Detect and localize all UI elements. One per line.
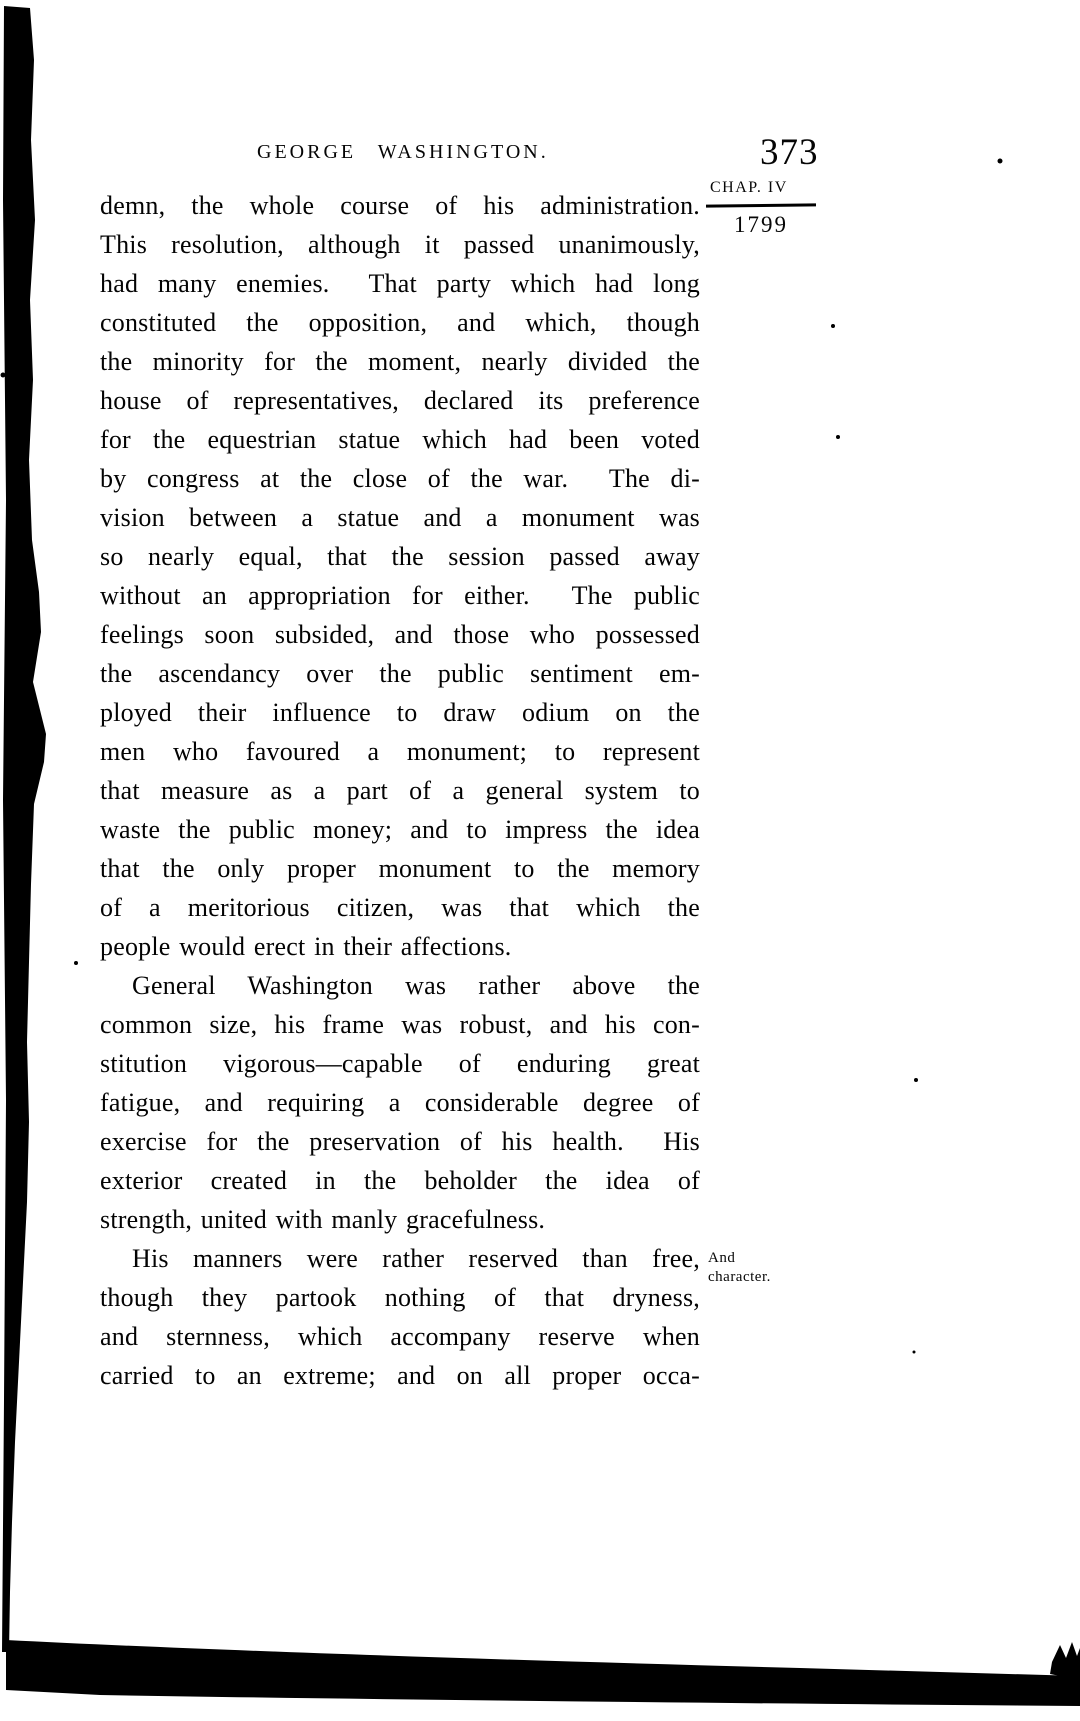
- text-line: for the equestrian statue which had been voted: [100, 425, 700, 454]
- page-number: 373: [760, 132, 819, 173]
- text-line: that the only proper monument to the memory: [100, 854, 700, 883]
- body-text: [100, 186, 700, 1395]
- text-line: waste the public money; and to impress the idea: [100, 815, 700, 844]
- chapter-label: CHAP. IV: [710, 179, 788, 196]
- text-line: General Washington was rather above the: [132, 971, 700, 1000]
- text-line: house of representatives, declared its preference: [100, 386, 700, 415]
- text-line: without an appropriation for either. The public: [100, 581, 700, 610]
- text-line: exercise for the preservation of his health. His: [100, 1127, 700, 1156]
- text-line: carried to an extreme; and on all proper occa-: [100, 1361, 700, 1390]
- text-line: His manners were rather reserved than free,: [132, 1244, 700, 1273]
- text-line: men who favoured a monument; to represent: [100, 737, 700, 766]
- scan-speck: [831, 324, 835, 328]
- bottom-scan-band: [6, 1640, 1080, 1706]
- text-line: though they partook nothing of that dryness,: [100, 1283, 700, 1312]
- text-line: of a meritorious citizen, was that which the: [100, 893, 700, 922]
- scan-speck: [836, 435, 840, 439]
- text-line: common size, his frame was robust, and his con-: [100, 1010, 700, 1039]
- text-line: feelings soon subsided, and those who possessed: [100, 620, 700, 649]
- text-line: by congress at the close of the war. The di-: [100, 464, 700, 493]
- running-title: GEORGE WASHINGTON.: [257, 141, 549, 163]
- binding-shadow: [2, 6, 46, 1652]
- side-note: And character.: [708, 1250, 771, 1285]
- text-line: that measure as a part of a general system to: [100, 776, 700, 805]
- bottom-scan-ragged-edge: [1050, 1642, 1080, 1680]
- text-line: had many enemies. That party which had long: [100, 269, 700, 298]
- text-line: This resolution, although it passed unanimously,: [100, 230, 700, 259]
- chapter-margin-note: [706, 179, 818, 238]
- text-line: the ascendancy over the public sentiment em-: [100, 659, 700, 688]
- text-line: the minority for the moment, nearly divided the: [100, 347, 700, 376]
- text-line: ployed their influence to draw odium on the: [100, 698, 700, 727]
- text-line: stitution vigorous—capable of enduring great: [100, 1049, 700, 1078]
- text-line: and sternness, which accompany reserve when: [100, 1322, 700, 1351]
- text-line: fatigue, and requiring a considerable degree of: [100, 1088, 700, 1117]
- chapter-rule: [706, 203, 816, 207]
- text-line: so nearly equal, that the session passed away: [100, 542, 700, 571]
- text-line: people would erect in their affections.: [100, 932, 512, 961]
- text-line: exterior created in the beholder the idea of: [100, 1166, 700, 1195]
- scan-speck: [998, 159, 1003, 164]
- text-line: constituted the opposition, and which, though: [100, 308, 700, 337]
- text-line: demn, the whole course of his administration.: [100, 191, 700, 220]
- year-label: 1799: [734, 212, 788, 237]
- scan-speck: [74, 961, 78, 965]
- scan-speck: [913, 1351, 916, 1354]
- scan-speck: [1, 373, 6, 378]
- scan-speck: [914, 1078, 918, 1082]
- text-line: strength, united with manly gracefulness.: [100, 1205, 546, 1234]
- text-line: vision between a statue and a monument was: [100, 503, 700, 532]
